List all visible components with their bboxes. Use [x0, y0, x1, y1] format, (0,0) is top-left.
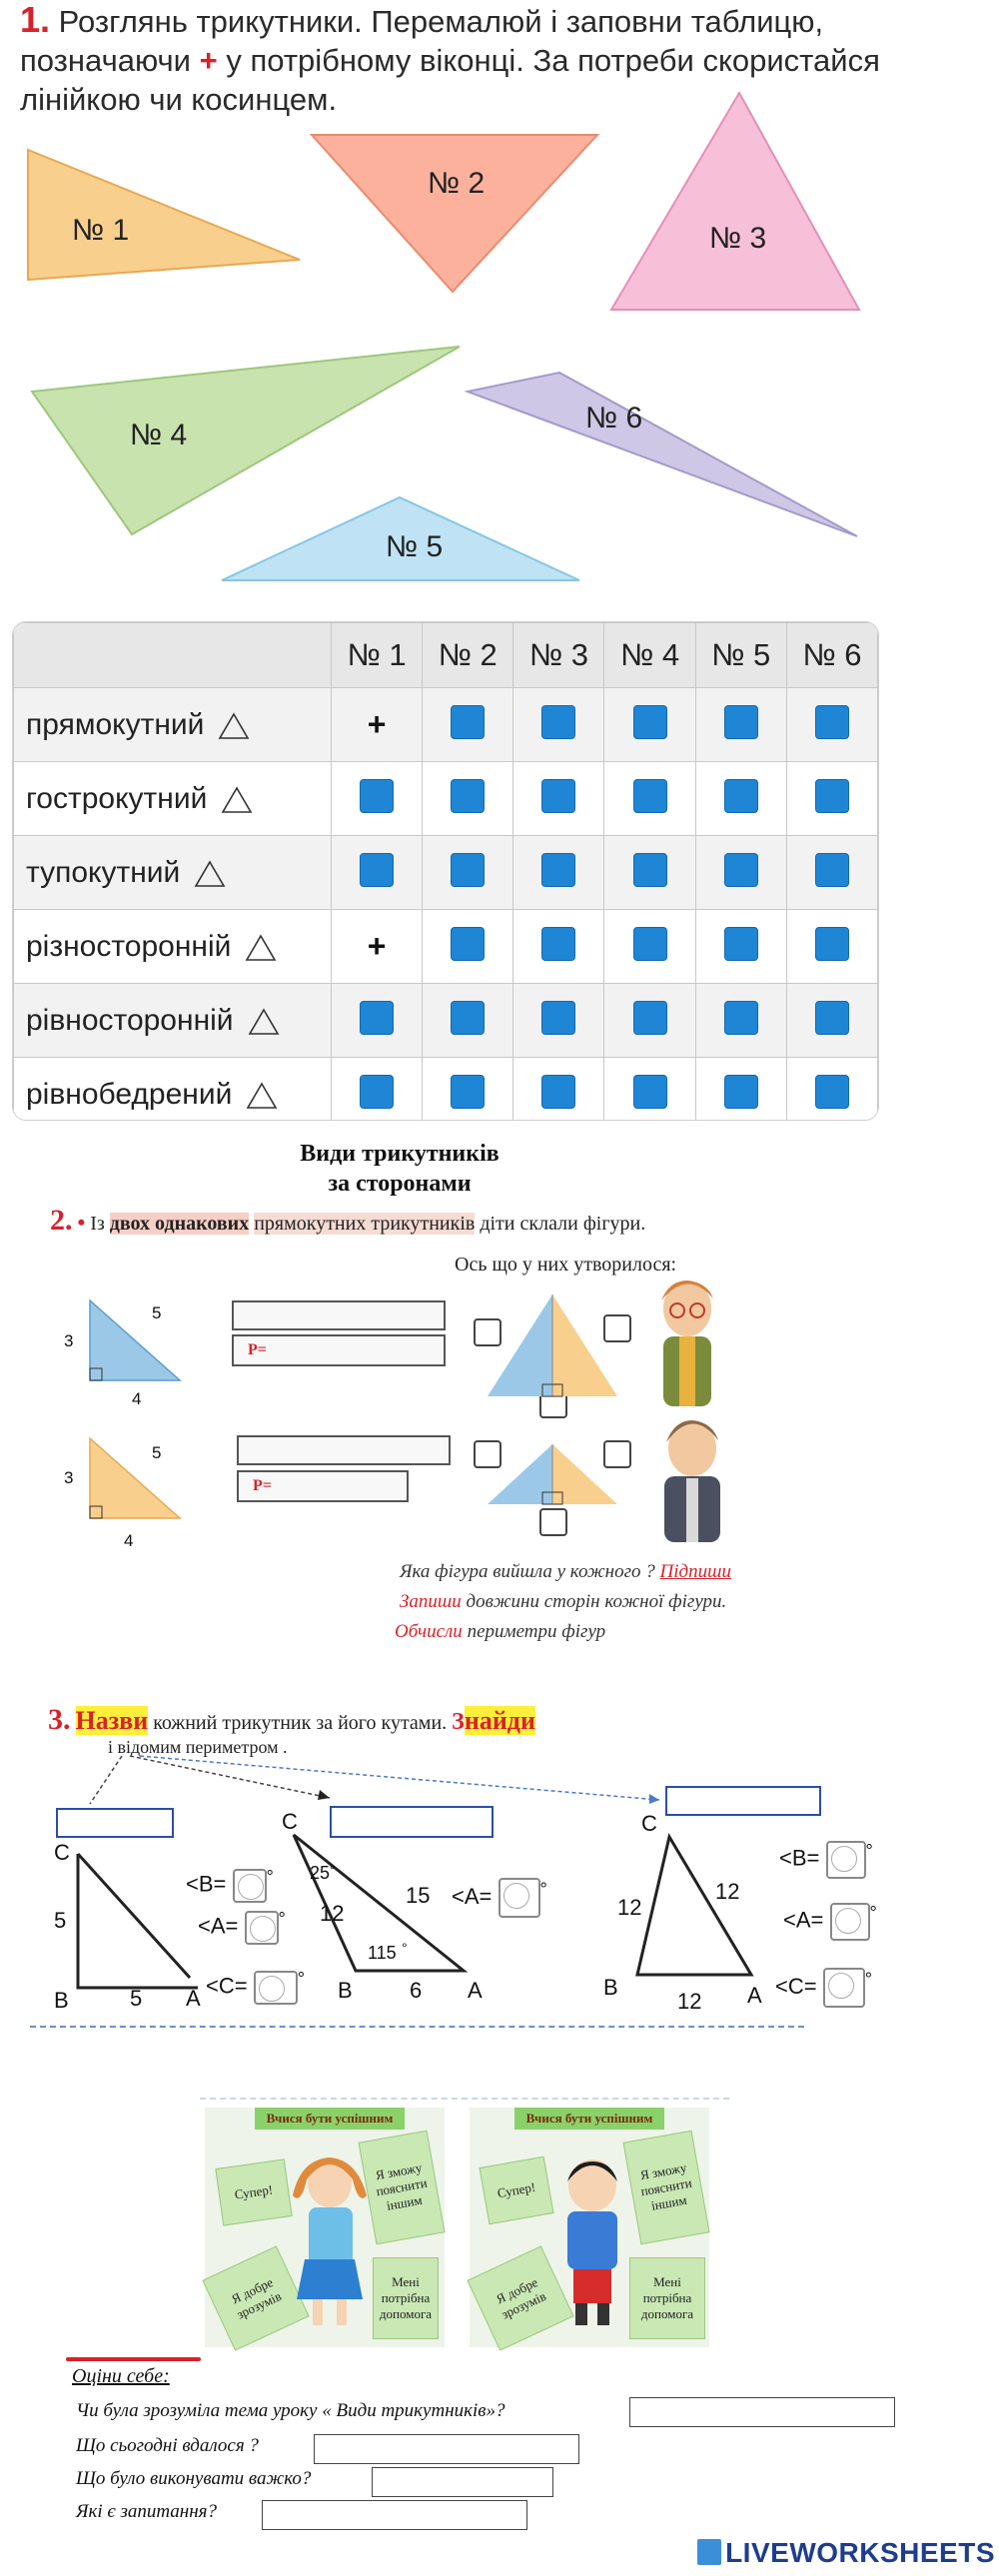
checkbox-cell[interactable]	[786, 1058, 877, 1122]
fig1-combined-triangle	[488, 1288, 627, 1408]
self-q3: Що було виконувати важко?	[76, 2468, 312, 2489]
row-label-text: гострокутний	[26, 781, 208, 815]
self-title-underline	[66, 2357, 201, 2361]
tri2-side-left: 12	[320, 1901, 345, 1926]
degree-sign: °	[278, 1908, 286, 1929]
task2-text-post: діти склали фігури.	[480, 1213, 646, 1235]
task2-number: 2.	[50, 1204, 73, 1237]
task3-verb-1: Назви	[75, 1706, 149, 1735]
triangle-outline-icon	[194, 860, 226, 888]
triangle-4-label: № 4	[130, 419, 188, 451]
degree-sign: °	[297, 1968, 306, 1989]
degree-sign: °	[865, 1840, 873, 1861]
answer-box[interactable]	[724, 705, 758, 739]
col-header: № 3	[513, 623, 604, 688]
checkbox-cell[interactable]	[695, 762, 786, 836]
tri3-side-left: 12	[617, 1895, 642, 1920]
plus-mark: +	[367, 928, 387, 964]
checkbox-cell[interactable]	[695, 910, 786, 984]
tri1-angle-b-row	[186, 1866, 274, 1903]
triangle-6	[468, 373, 857, 536]
checkbox-cell[interactable]	[423, 836, 513, 910]
task2-note-1-text: Яка фігура вийшла у кожного ?	[400, 1561, 655, 1582]
tri1-vertex-b: B	[54, 1988, 69, 2013]
row-label-text: прямокутний	[26, 707, 205, 741]
answer-box[interactable]	[360, 779, 394, 813]
tri2-angle-c: 25	[310, 1863, 331, 1883]
task1-plus-mark: +	[199, 43, 218, 78]
col-header: № 2	[423, 623, 513, 688]
task3-triangle3	[599, 1813, 799, 2013]
marked-cell	[332, 688, 423, 762]
task2-note-3-text: периметри фігур	[467, 1621, 606, 1642]
row-label	[14, 910, 332, 984]
self-q4: Які є запитання?	[76, 2501, 217, 2522]
answer-box[interactable]	[633, 853, 667, 887]
self-q1-input[interactable]	[629, 2397, 895, 2427]
row-label	[14, 984, 332, 1058]
checkbox-cell[interactable]	[423, 910, 513, 984]
checkbox-cell[interactable]	[604, 1058, 695, 1122]
answer-box[interactable]	[360, 1075, 394, 1109]
tri3-angle-c-row	[775, 1968, 872, 2008]
task3-divider	[30, 2026, 804, 2028]
checkbox-cell[interactable]	[604, 984, 695, 1058]
tri2-angle-a-input[interactable]	[499, 1878, 540, 1918]
fig2-p-label: P=	[253, 1477, 272, 1494]
task2-note-3-verb: Обчисли	[395, 1621, 463, 1642]
self-q4-input[interactable]	[262, 2500, 527, 2530]
triangle-outline-icon	[221, 786, 253, 814]
tri3-vertex-c: C	[641, 1813, 657, 1836]
task2-highlight-2: прямокутних трикутників	[254, 1213, 476, 1235]
tri1-angle-b-label: <B=	[186, 1871, 227, 1897]
triangle-outline-icon	[218, 712, 250, 740]
sticker-left-card-2: Я зможу пояснити іншим	[359, 2131, 446, 2245]
col-header: № 6	[786, 623, 877, 688]
answer-box[interactable]	[360, 853, 394, 887]
liveworksheets-logo	[697, 2537, 995, 2569]
tri1-vertex-c: C	[54, 1840, 70, 1865]
checkbox-cell[interactable]	[423, 762, 513, 836]
checkbox-cell[interactable]	[604, 836, 695, 910]
task3-text-line2: і відомим периметром .	[108, 1737, 288, 1757]
table-row	[14, 910, 878, 984]
tri3-angle-c-input[interactable]	[823, 1968, 865, 2008]
answer-box[interactable]	[451, 1001, 485, 1035]
tri2-side-bottom: 6	[410, 1978, 423, 2003]
checkbox-cell[interactable]	[332, 762, 423, 836]
answer-box[interactable]	[724, 779, 758, 813]
task2-note-1	[400, 1561, 731, 1583]
schoolboy-illustration	[549, 2149, 635, 2329]
checkbox-cell[interactable]	[513, 836, 604, 910]
checkbox-cell[interactable]	[695, 984, 786, 1058]
col-header: № 4	[604, 623, 695, 688]
answer-box[interactable]	[815, 1001, 849, 1035]
task2-text-pre: Із	[90, 1213, 105, 1235]
answer-box[interactable]	[541, 927, 575, 961]
row-label-text: тупокутний	[26, 855, 181, 889]
tri3-vertex-a: A	[747, 1983, 762, 2008]
row-label	[14, 688, 332, 762]
checkbox-cell[interactable]	[332, 984, 423, 1058]
tri2-vertex-b: B	[338, 1978, 353, 2003]
task1-text-a: Розглянь трикутники. Перемалюй і заповни таблицю, позначаючи	[20, 4, 824, 78]
sticker-right-group	[470, 2108, 709, 2347]
tri3-vertex-b: B	[603, 1975, 618, 2000]
triangle-2	[312, 135, 597, 292]
task2-instruction	[50, 1204, 645, 1238]
task3-number: 3.	[48, 1703, 71, 1736]
answer-box[interactable]	[724, 1075, 758, 1109]
checkbox-cell[interactable]	[786, 984, 877, 1058]
tri2-angle-b: 115	[368, 1943, 397, 1963]
tri3-angle-a-input[interactable]	[830, 1903, 870, 1941]
checkbox-cell[interactable]	[786, 762, 877, 836]
tri3-side-right: 12	[715, 1879, 740, 1904]
col-header: № 5	[695, 623, 786, 688]
plus-mark: +	[367, 706, 387, 742]
task2-note-3	[395, 1621, 605, 1643]
tri1-angle-b-input[interactable]	[233, 1869, 267, 1903]
tri2-vertex-c: C	[282, 1813, 298, 1834]
fig1-side-left: 3	[64, 1331, 74, 1350]
task2-subtitle: Ось що у них утворилося:	[455, 1254, 677, 1276]
tri2-vertex-a: A	[468, 1978, 483, 2003]
tri3-angle-b-label: <B=	[779, 1845, 820, 1871]
task2-figure1	[40, 1288, 200, 1408]
tri3-angle-b-input[interactable]	[826, 1841, 866, 1879]
sticker-left-head: Вчися бути успішним	[255, 2108, 405, 2130]
answer-box[interactable]	[815, 1075, 849, 1109]
liveworksheets-logo-icon	[697, 2539, 721, 2565]
triangle-1	[28, 150, 300, 280]
fig2-side-left: 3	[64, 1468, 74, 1487]
fig1-p-label: P=	[248, 1341, 267, 1358]
self-q2-input[interactable]	[314, 2434, 579, 2464]
tri2-angle-a-row	[452, 1878, 547, 1918]
fig2-side-bottom: 4	[124, 1531, 134, 1548]
table-header-row	[14, 623, 878, 688]
task2-heading-line1: Види трикутників	[300, 1141, 500, 1167]
table-row	[14, 984, 878, 1058]
fig1-name-input[interactable]	[232, 1300, 446, 1330]
tri1-side-bottom: 5	[130, 1986, 143, 2011]
logo-text: LIVEWORKSHEETS	[725, 2537, 995, 2568]
checkbox-cell[interactable]	[604, 688, 695, 762]
answer-box[interactable]	[815, 927, 849, 961]
col-header: № 1	[332, 623, 423, 688]
task2-note-2	[400, 1591, 726, 1613]
tri2-angle-b-deg: °	[402, 1940, 408, 1956]
sticker-left-card-4: Мені потрібна допомога	[373, 2257, 439, 2339]
checkbox-cell[interactable]	[695, 688, 786, 762]
answer-box[interactable]	[451, 779, 485, 813]
task2-dot: •	[77, 1210, 86, 1235]
sticker-right-card-2: Я зможу пояснити іншим	[623, 2131, 710, 2245]
tri1-angle-a-row	[198, 1908, 286, 1945]
tri3-name-input[interactable]	[665, 1786, 821, 1816]
task1-text-b: у потрібному віконці. За потреби скористайся лінійкою чи косинцем.	[20, 43, 880, 117]
answer-box[interactable]	[815, 853, 849, 887]
checkbox-cell[interactable]	[513, 688, 604, 762]
checkbox-cell[interactable]	[513, 762, 604, 836]
tri3-angle-c-label: <C=	[775, 1973, 817, 1999]
answer-box[interactable]	[451, 705, 485, 739]
tri1-side-left: 5	[54, 1908, 67, 1933]
task2-note-2-text: довжини сторін кожної фігури.	[466, 1591, 727, 1612]
table-row	[14, 762, 878, 836]
sticker-left-group	[205, 2108, 445, 2347]
answer-box[interactable]	[451, 853, 485, 887]
checkbox-cell[interactable]	[423, 984, 513, 1058]
sticker-right-head: Вчися бути успішним	[514, 2108, 664, 2130]
fig2-side-hyp: 5	[152, 1443, 162, 1462]
fig2-perimeter-input[interactable]	[237, 1470, 409, 1502]
fig2-combined-triangle	[488, 1438, 627, 1518]
answer-box[interactable]	[541, 705, 575, 739]
checkbox-cell[interactable]	[332, 836, 423, 910]
answer-box[interactable]	[541, 853, 575, 887]
checkbox-cell[interactable]	[604, 910, 695, 984]
table-corner	[14, 623, 332, 688]
answer-box[interactable]	[724, 927, 758, 961]
sticker-right-card-3: Я добре зрозумів	[467, 2245, 573, 2350]
self-q3-input[interactable]	[372, 2467, 553, 2497]
fig1-side-hyp: 5	[152, 1303, 162, 1322]
triangle-3-label: № 3	[709, 222, 767, 255]
checkbox-cell[interactable]	[423, 1058, 513, 1122]
sticker-right-card-1: Супер!	[479, 2156, 553, 2225]
fig1-side-bottom: 4	[132, 1389, 142, 1408]
row-label	[14, 762, 332, 836]
answer-box[interactable]	[633, 1001, 667, 1035]
tri1-angle-a-label: <A=	[198, 1913, 239, 1939]
fig1-perimeter-input[interactable]	[232, 1334, 446, 1366]
answer-box[interactable]	[541, 1001, 575, 1035]
checkbox-cell[interactable]	[786, 688, 877, 762]
checkbox-cell[interactable]	[423, 688, 513, 762]
task2-figure2	[40, 1428, 200, 1548]
triangle-outline-icon	[246, 1082, 278, 1110]
checkbox-cell[interactable]	[695, 836, 786, 910]
checkbox-cell[interactable]	[513, 984, 604, 1058]
self-q1: Чи була зрозуміла тема уроку « Види трикутників»?	[76, 2400, 505, 2421]
tri2-angle-c-deg: °	[330, 1862, 336, 1878]
sticker-top-line	[200, 2098, 729, 2100]
triangle-5-label: № 5	[386, 530, 444, 563]
answer-box[interactable]	[541, 1075, 575, 1109]
task2-note-1-verb: Підпиши	[659, 1561, 731, 1582]
sticker-left-card-1: Супер!	[215, 2158, 292, 2225]
degree-sign: °	[539, 1878, 547, 1900]
sticker-right-card-4: Мені потрібна допомога	[629, 2257, 705, 2339]
task2-heading-line2: за сторонами	[328, 1171, 472, 1197]
answer-box[interactable]	[451, 927, 485, 961]
tri3-side-bottom: 12	[677, 1989, 702, 2013]
tri3-angle-a-label: <A=	[783, 1907, 824, 1933]
tri1-name-input[interactable]	[56, 1808, 174, 1838]
triangle-6-label: № 6	[585, 402, 643, 434]
task2-highlight-1: двох однакових	[109, 1213, 250, 1235]
checkbox-cell[interactable]	[695, 1058, 786, 1122]
answer-box[interactable]	[724, 853, 758, 887]
triangle-3	[611, 93, 859, 310]
sticker-left-card-3: Я добре зрозумів	[202, 2245, 309, 2350]
answer-box[interactable]	[815, 779, 849, 813]
checkbox-cell[interactable]	[604, 762, 695, 836]
boy-illustration	[654, 1408, 729, 1543]
table-row	[14, 688, 878, 762]
table-row	[14, 836, 878, 910]
task1-triangles	[0, 85, 999, 594]
answer-box[interactable]	[360, 1001, 394, 1035]
girl-illustration	[287, 2149, 373, 2329]
boy-with-glasses-illustration	[649, 1269, 724, 1408]
answer-box[interactable]	[541, 779, 575, 813]
triangle-1-label: № 1	[72, 214, 130, 247]
row-label-text: рівносторонній	[26, 1003, 234, 1037]
checkbox-cell[interactable]	[513, 1058, 604, 1122]
answer-box[interactable]	[633, 779, 667, 813]
row-label-text: різносторонній	[26, 929, 232, 963]
answer-box[interactable]	[724, 1001, 758, 1035]
triangle-outline-icon	[245, 934, 277, 962]
task2-note-2-verb: Запиши	[400, 1591, 462, 1612]
task3-verb-2: найди	[464, 1706, 535, 1735]
checkbox-cell[interactable]	[786, 910, 877, 984]
row-label	[14, 1058, 332, 1122]
self-title: Оціни себе:	[72, 2365, 170, 2387]
checkbox-cell[interactable]	[513, 910, 604, 984]
triangle-2-label: № 2	[428, 167, 486, 200]
triangle-outline-icon	[248, 1008, 280, 1036]
marked-cell	[332, 910, 423, 984]
fig2-name-input[interactable]	[237, 1435, 451, 1465]
degree-sign: °	[869, 1902, 877, 1923]
degree-sign: °	[266, 1866, 274, 1887]
tri2-side-right: 15	[406, 1883, 431, 1908]
tri1-angle-c-label: <C=	[206, 1973, 248, 1999]
task3-verb-2-pre: З	[452, 1709, 465, 1735]
degree-sign: °	[864, 1968, 873, 1990]
tri1-angle-a-input[interactable]	[245, 1911, 279, 1945]
task3-text-mid: кожний трикутник за його кутами.	[153, 1712, 448, 1734]
tri1-vertex-a: A	[186, 1986, 201, 2011]
answer-box[interactable]	[451, 1075, 485, 1109]
answer-box[interactable]	[633, 927, 667, 961]
task2-heading	[0, 1139, 799, 1199]
checkbox-cell[interactable]	[786, 836, 877, 910]
tri3-angle-a-row	[783, 1902, 877, 1941]
table-row	[14, 1058, 878, 1122]
answer-box[interactable]	[633, 705, 667, 739]
task1-number: 1.	[20, 0, 51, 40]
tri3-angle-b-row	[779, 1840, 873, 1879]
triangle-table	[12, 621, 879, 1121]
self-q2: Що сьогодні вдалося ?	[76, 2435, 259, 2456]
answer-box[interactable]	[815, 705, 849, 739]
row-label	[14, 836, 332, 910]
answer-box[interactable]	[633, 1075, 667, 1109]
checkbox-cell[interactable]	[332, 1058, 423, 1122]
row-label-text: рівнобедрений	[26, 1077, 233, 1111]
tri2-angle-a-label: <A=	[452, 1883, 493, 1909]
